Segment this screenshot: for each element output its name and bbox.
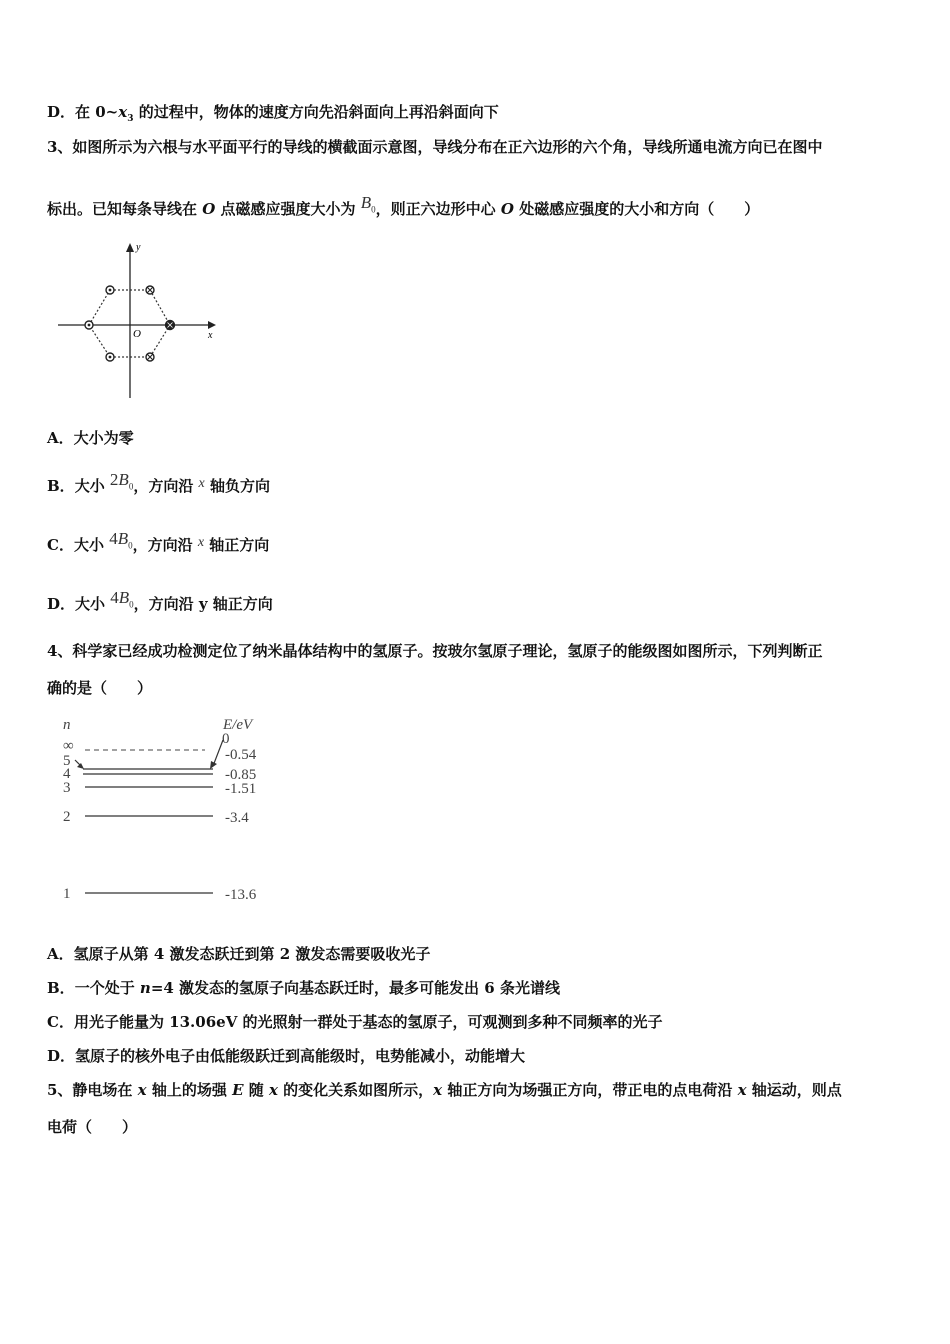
q5-stem-line1: 5、静电场在 x 轴上的场强 E 随 x 的变化关系如图所示，x 轴正方向为场强正方向，带正电的点电荷沿 x 轴运动，则点 [47,1081,842,1099]
wire-out-icon [85,321,93,329]
energy-level-diagram [55,710,285,910]
q5-stem-line2: 电荷（ ） [47,1118,138,1136]
q4-option-b: B．一个处于 n=4 激发态的氢原子向基态跃迁时，最多可能发出 6 条光谱线 [47,979,560,997]
level-1-e: -13.6 [225,887,257,903]
wire-in-icon [146,353,154,361]
q3-option-c: C．大小 $4B_0$，方向沿 x 轴正方向 [47,529,270,554]
prev-option-d: D．在 $0\sim x_3$ 的过程中，物体的速度方向先沿斜面向上再沿斜面向下 [47,103,499,124]
x-axis-label: x [208,330,213,341]
level-5-e: -0.54 [225,747,257,763]
q3-stem-line2: 标出。已知每条导线在 O 点磁感应强度大小为 $B_0$，则正六边形中心 O 处磁感应强度的大小和方向（ ） [47,193,760,218]
x-axis-arrow [208,321,216,329]
hexagon-wire-figure [50,240,220,402]
wire-in-icon [146,286,154,294]
q4-stem-line1: 4、科学家已经成功检测定位了纳米晶体结构中的氢原子。按玻尔氢原子理论，氢原子的能级图如图所示，下列判断正 [47,642,823,660]
level-2-e: -3.4 [225,810,249,826]
q4-option-d: D．氢原子的核外电子由低能级跃迁到高能级时，电势能减小，动能增大 [47,1047,526,1065]
q4-stem-line2: 确的是（ ） [47,679,153,697]
arrow-icon [75,760,84,769]
arrow-icon [210,740,223,769]
q3-option-a: A．大小为零 [47,429,134,447]
wire-in-icon [166,321,175,330]
level-3-n: 3 [63,780,71,796]
level-5-n: 5 [63,753,71,769]
b0-symbol: $B_0$ [360,193,376,215]
q3-option-b: B．大小 $2B_0$，方向沿 x 轴负方向 [47,470,270,495]
level-4-e: -0.85 [225,767,257,783]
origin-label: O [133,328,141,340]
y-axis-label: y [136,242,141,253]
n-axis-label: n [63,717,71,733]
level-inf-n: ∞ [63,738,74,754]
y-axis-arrow [126,243,134,252]
level-4-n: 4 [63,766,71,782]
wire-out-icon [106,353,114,361]
wire-out-icon [106,286,114,294]
level-3-e: -1.51 [225,781,257,797]
q3-stem-line1: 3、如图所示为六根与水平面平行的导线的横截面示意图，导线分布在正六边形的六个角，导线所通电流方向已在图中 [47,138,823,156]
level-inf-e: 0 [222,731,230,747]
q4-option-c: C．用光子能量为 13.06eV 的光照射一群处于基态的氢原子，可观测到多种不同频率的光子 [47,1013,663,1031]
level-2-n: 2 [63,809,71,825]
level-1-n: 1 [63,886,71,902]
q3-option-d: D．大小 $4B_0$，方向沿 y 轴正方向 [47,588,273,613]
energy-axis-label: E/eV [223,717,253,733]
q4-option-a: A．氢原子从第 4 激发态跃迁到第 2 激发态需要吸收光子 [47,945,431,963]
